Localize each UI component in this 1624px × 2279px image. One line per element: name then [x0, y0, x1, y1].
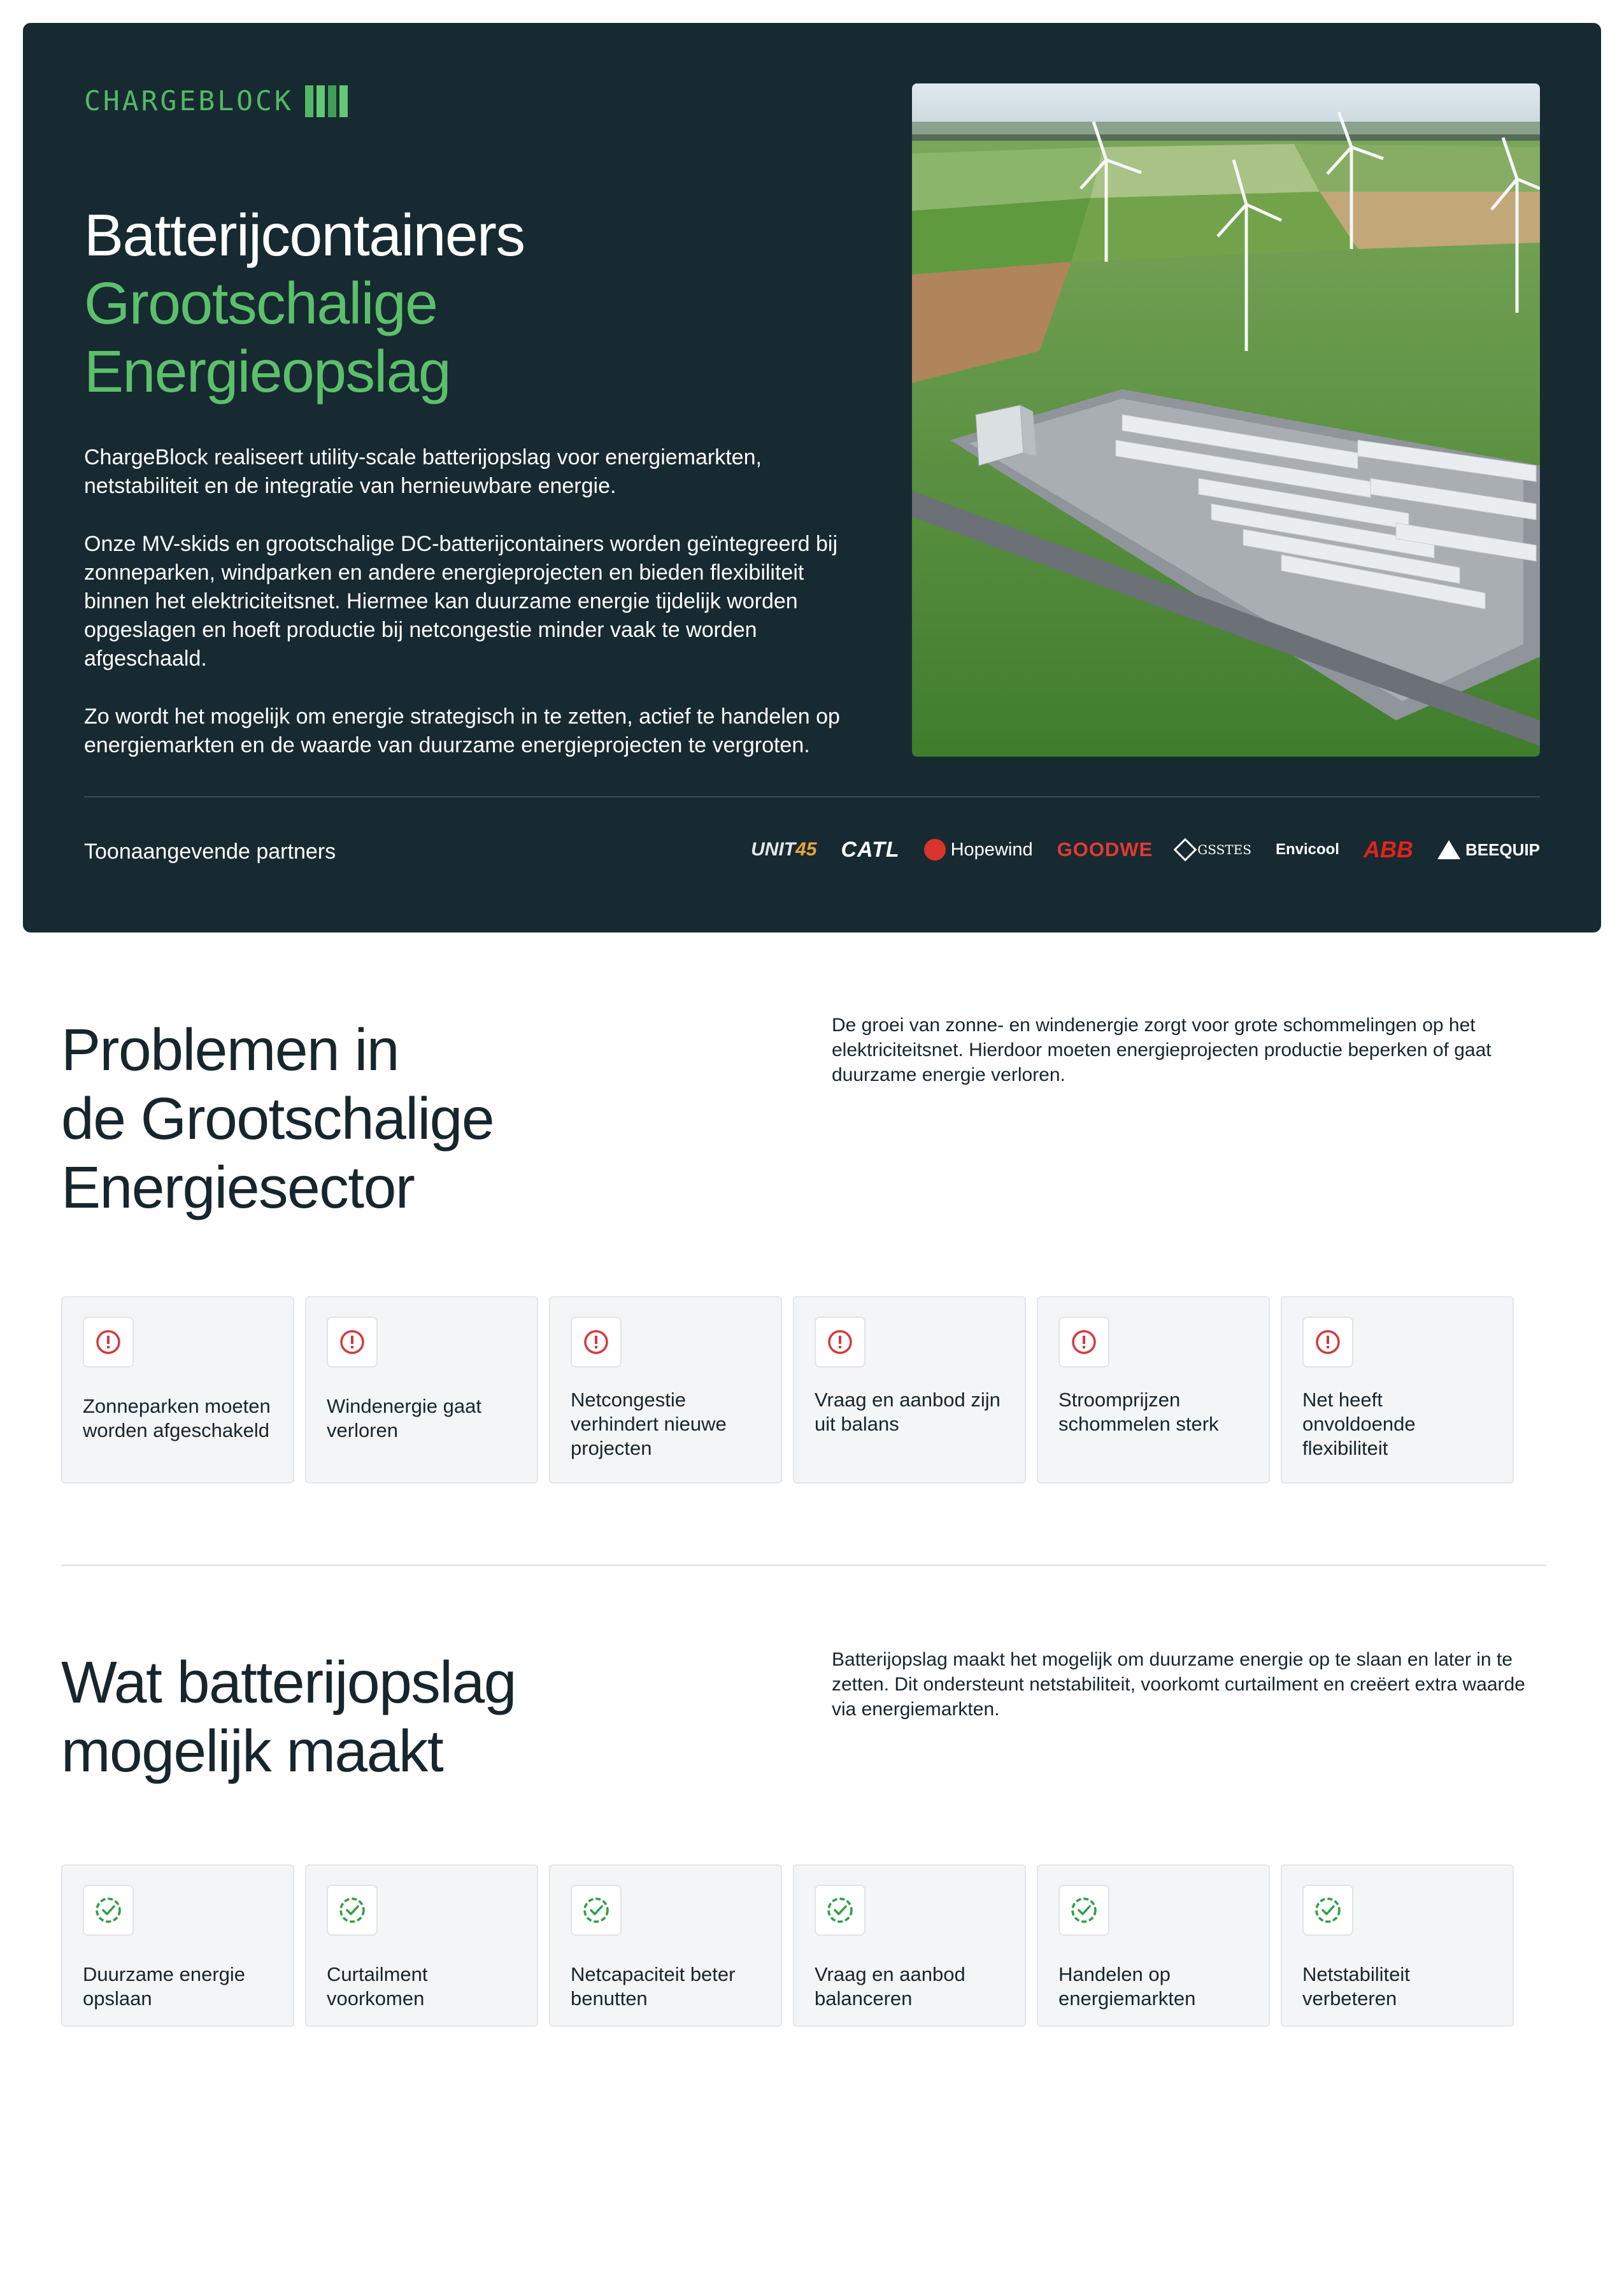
benefits-intro: Batterijopslag maakt het mogelijk om duurzame energie op te slaan en later in te zetten. Dit ondersteunt netstabiliteit, voorkomt curtailment en creëert extra waarde via energiemarkten. [832, 1649, 1525, 1720]
problem-card: Netcongestie verhindert nieuwe projecten [549, 1296, 782, 1483]
partner-abb-logo: ABB [1363, 836, 1413, 862]
problem-card: Stroomprijzen schommelen sterk [1037, 1296, 1270, 1483]
partners-label: Toonaangevende partners [84, 839, 336, 864]
hero-paragraph-3: Zo wordt het mogelijk om energie strategisch in te zetten, actief te handelen op energiemarkten en de waarde van duurzame energieprojecten te vergroten. [84, 704, 840, 757]
partner-hopewind-logo: Hopewind [924, 839, 1033, 861]
benefit-card: Netcapaciteit beter benutten [549, 1864, 782, 2027]
partner-beequip-logo: BEEQUIP [1437, 840, 1540, 860]
check-circle-icon [571, 1885, 622, 1936]
gsstes-mark-icon [1174, 838, 1197, 862]
benefit-card: Handelen op energiemarkten [1037, 1864, 1270, 2027]
problems-intro: De groei van zonne- en windenergie zorgt voor grote schommelingen op het elektriciteitsnet. Hierdoor moeten energieprojecten productie beperken of gaat duurzame energie verloren. [832, 1015, 1492, 1085]
hero-paragraph-2: Onze MV-skids en grootschalige DC-batterijcontainers worden geïntegreerd bij zonneparken, windparken en andere energieprojecten en bieden flexibiliteit binnen het elektriciteitsnet. Hiermee kan duurzame energie tijdelijk worden opgeslagen en hoeft productie bij netcongestie minder vaak te worden afgeschaald. [84, 532, 838, 671]
partner-catl-logo: CATL [841, 837, 900, 862]
hero-divider [84, 796, 1540, 797]
hero-title-line3: Energieopslag [84, 338, 451, 404]
hero-section [23, 23, 1601, 932]
logo-wordmark: CHARGEBLOCK [84, 85, 294, 117]
hopewind-mark-icon [924, 839, 946, 861]
partner-logos [751, 836, 1540, 863]
partner-goodwe-logo: GOODWE [1057, 838, 1153, 861]
check-circle-icon [815, 1885, 865, 1936]
problem-card: Zonneparken moeten worden afgeschakeld [61, 1296, 294, 1483]
problem-card: Net heeft onvoldoende flexibiliteit [1281, 1296, 1514, 1483]
partner-unit45-logo: UNIT45 [751, 839, 817, 860]
problem-cards [61, 1296, 1514, 1483]
beequip-mark-icon [1437, 840, 1460, 859]
benefit-card: Vraag en aanbod balanceren [793, 1864, 1026, 2027]
alert-icon [83, 1317, 134, 1368]
benefits-title: Wat batterijopslag mogelijk maakt [61, 1649, 516, 1784]
alert-icon [815, 1317, 865, 1368]
check-circle-icon [1058, 1885, 1109, 1936]
hero-title-line1: Batterijcontainers [84, 202, 525, 268]
battery-park-aerial-image [912, 83, 1540, 757]
alert-icon [1302, 1317, 1353, 1368]
problem-card: Windenergie gaat verloren [305, 1296, 538, 1483]
hero-title [84, 201, 525, 406]
check-circle-icon [327, 1885, 378, 1936]
check-circle-icon [83, 1885, 134, 1936]
alert-icon [327, 1317, 378, 1368]
benefit-cards [61, 1864, 1514, 2027]
partner-envicool-logo: Envicool [1275, 841, 1339, 858]
partner-gsstes-logo: GSSTES [1177, 841, 1251, 858]
benefit-card: Netstabiliteit verbeteren [1281, 1864, 1514, 2027]
problems-title: Problemen in de Grootschalige Energiesector [61, 1017, 494, 1220]
chargeblock-logo[interactable] [84, 85, 348, 117]
check-circle-icon [1302, 1885, 1353, 1936]
hero-description [84, 443, 867, 789]
hero-title-line2: Grootschalige [84, 270, 438, 336]
alert-icon [571, 1317, 622, 1368]
logo-battery-icon [305, 85, 348, 117]
section-divider [61, 1564, 1547, 1566]
hero-paragraph-1: ChargeBlock realiseert utility-scale batterijopslag voor energiemarkten, netstabiliteit en de integratie van hernieuwbare energie. [84, 445, 762, 498]
problem-card: Vraag en aanbod zijn uit balans [793, 1296, 1026, 1483]
benefit-card: Duurzame energie opslaan [61, 1864, 294, 2027]
alert-icon [1058, 1317, 1109, 1368]
benefit-card: Curtailment voorkomen [305, 1864, 538, 2027]
